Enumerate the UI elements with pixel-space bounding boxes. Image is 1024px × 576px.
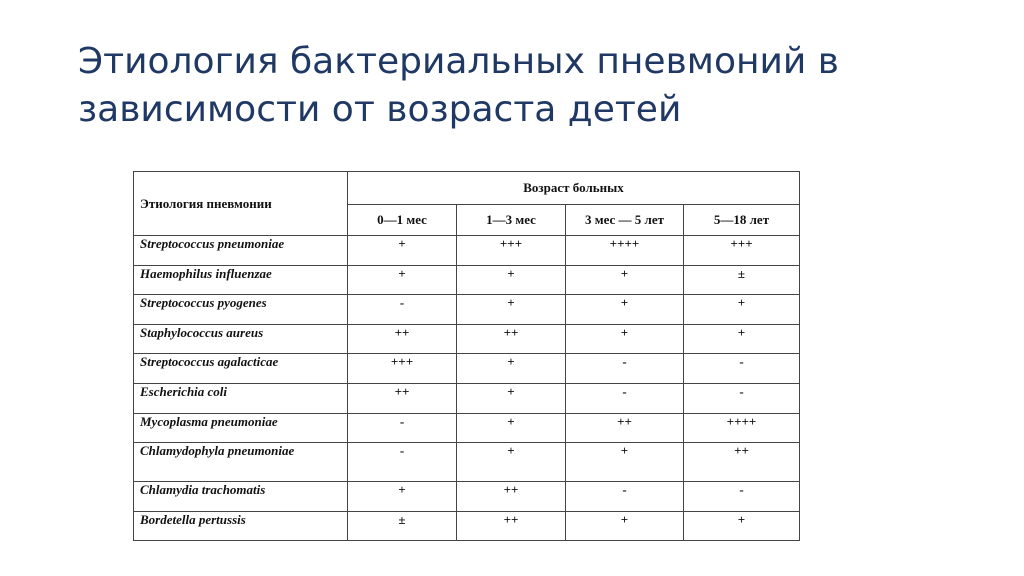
organism-cell: Haemophilus influenzae <box>134 265 348 295</box>
value-cell: ++ <box>457 324 566 354</box>
value-cell: - <box>566 354 684 384</box>
organism-cell: Escherichia coli <box>134 383 348 413</box>
value-cell: + <box>348 482 457 512</box>
value-cell: + <box>684 295 800 325</box>
value-cell: + <box>457 354 566 384</box>
organism-cell: Chlamydophyla pneumoniae <box>134 443 348 482</box>
organism-cell: Streptococcus pneumoniae <box>134 236 348 266</box>
table-row <box>134 295 800 325</box>
value-cell: - <box>348 413 457 443</box>
value-cell: +++ <box>684 236 800 266</box>
value-cell: - <box>684 354 800 384</box>
row-header-cell: Этиология пневмонии <box>134 172 348 236</box>
etiology-table <box>133 171 800 541</box>
value-cell: - <box>566 383 684 413</box>
organism-cell: Streptococcus pyogenes <box>134 295 348 325</box>
value-cell: ++ <box>457 511 566 541</box>
table-row <box>134 324 800 354</box>
value-cell: + <box>348 236 457 266</box>
value-cell: - <box>684 482 800 512</box>
column-header: 3 мес — 5 лет <box>566 205 684 236</box>
value-cell: + <box>566 295 684 325</box>
value-cell: ++ <box>457 482 566 512</box>
column-header: 0—1 мес <box>348 205 457 236</box>
table-row <box>134 354 800 384</box>
value-cell: + <box>457 443 566 482</box>
value-cell: ++ <box>566 413 684 443</box>
value-cell: - <box>684 383 800 413</box>
value-cell: + <box>457 413 566 443</box>
table-row <box>134 383 800 413</box>
table-row <box>134 236 800 266</box>
age-group-header: Возраст больных <box>348 172 800 205</box>
value-cell: + <box>566 511 684 541</box>
value-cell: ++ <box>348 324 457 354</box>
value-cell: ++ <box>684 443 800 482</box>
value-cell: + <box>566 443 684 482</box>
organism-cell: Bordetella pertussis <box>134 511 348 541</box>
slide-title: Этиология бактериальных пневмоний в зависимости от возраста детей <box>78 41 839 130</box>
value-cell: + <box>457 265 566 295</box>
value-cell: +++ <box>348 354 457 384</box>
table-row <box>134 482 800 512</box>
value-cell: - <box>348 295 457 325</box>
value-cell: ++ <box>348 383 457 413</box>
value-cell: ± <box>348 511 457 541</box>
column-header: 1—3 мес <box>457 205 566 236</box>
organism-cell: Mycoplasma pneumoniae <box>134 413 348 443</box>
value-cell: ++++ <box>566 236 684 266</box>
organism-cell: Chlamydia trachomatis <box>134 482 348 512</box>
table-row <box>134 443 800 482</box>
value-cell: - <box>566 482 684 512</box>
value-cell: + <box>684 511 800 541</box>
value-cell: + <box>457 295 566 325</box>
etiology-table-image <box>133 171 799 541</box>
value-cell: + <box>566 265 684 295</box>
value-cell: - <box>348 443 457 482</box>
organism-cell: Streptococcus agalacticae <box>134 354 348 384</box>
organism-cell: Staphylococcus aureus <box>134 324 348 354</box>
value-cell: + <box>348 265 457 295</box>
value-cell: ++++ <box>684 413 800 443</box>
column-header: 5—18 лет <box>684 205 800 236</box>
table-row <box>134 511 800 541</box>
value-cell: + <box>566 324 684 354</box>
value-cell: +++ <box>457 236 566 266</box>
table-header-row <box>134 172 800 205</box>
table-row <box>134 413 800 443</box>
table-row <box>134 265 800 295</box>
value-cell: + <box>457 383 566 413</box>
value-cell: ± <box>684 265 800 295</box>
value-cell: + <box>684 324 800 354</box>
